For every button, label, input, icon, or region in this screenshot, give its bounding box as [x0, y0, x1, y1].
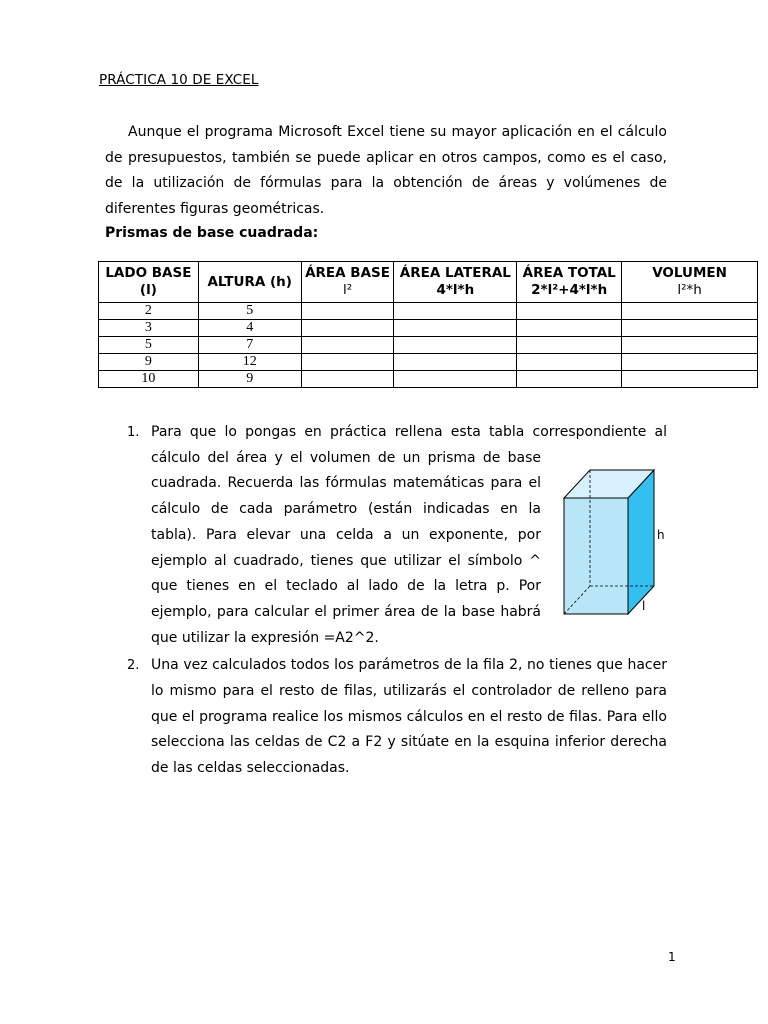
header-formula: 2*l²+4*l*h [531, 282, 608, 298]
prism-table [98, 261, 758, 388]
list-number: 1. [127, 425, 140, 440]
table-row [99, 371, 758, 388]
header-area-lateral [394, 262, 517, 303]
table-cell [394, 320, 517, 337]
table-cell [517, 371, 622, 388]
header-formula: l²*h [677, 282, 702, 298]
intro-line: Aunque el programa Microsoft Excel tiene su mayor aplicación en el cálculo [128, 124, 667, 140]
header-line: LADO BASE [105, 265, 192, 281]
table-cell: 2 [99, 303, 199, 320]
table-row [99, 354, 758, 371]
table-cell [517, 337, 622, 354]
table-cell: 5 [198, 303, 301, 320]
side-label: l [642, 599, 646, 613]
table-cell [394, 371, 517, 388]
header-line: ALTURA (h) [207, 273, 292, 290]
list-line: de las celdas seleccionadas. [151, 760, 350, 777]
table-cell: 12 [198, 354, 301, 371]
prism-figure [556, 464, 676, 624]
list-line: cálculo de cada parámetro (están indicadas en la [151, 501, 541, 518]
table-cell: 10 [99, 371, 199, 388]
table-cell [517, 354, 622, 371]
table-cell [301, 354, 394, 371]
list-line: ejemplo al cuadrado, tienes que utilizar el símbolo ^ [151, 552, 541, 569]
intro-line: de la utilización de fórmulas para la obtención de áreas y volúmenes de [105, 175, 667, 191]
table-cell: 9 [198, 371, 301, 388]
header-altura [198, 262, 301, 303]
header-line: VOLUMEN [652, 265, 727, 281]
table-cell [301, 337, 394, 354]
list-line: cuadrada. Recuerda las fórmulas matemáticas para el [151, 475, 541, 492]
list-line: que tienes en el teclado al lado de la letra p. Por [151, 578, 541, 595]
list-item [127, 653, 667, 782]
header-line: ÁREA BASE [305, 265, 390, 281]
table-cell: 4 [198, 320, 301, 337]
table-cell [622, 371, 758, 388]
intro-paragraph [105, 120, 667, 222]
table-cell [622, 303, 758, 320]
header-lado-base [99, 262, 199, 303]
table-cell [394, 354, 517, 371]
list-line: cálculo del área y el volumen de un prisma de base [151, 449, 541, 466]
header-formula: l² [342, 282, 353, 298]
table-cell [622, 354, 758, 371]
table-cell [301, 371, 394, 388]
header-line: (l) [139, 282, 157, 298]
section-subtitle: Prismas de base cuadrada: [105, 225, 319, 241]
header-volumen [622, 262, 758, 303]
table-cell: 5 [99, 337, 199, 354]
header-area-base [301, 262, 394, 303]
header-formula: 4*l*h [436, 282, 475, 298]
table-cell: 7 [198, 337, 301, 354]
intro-line: diferentes figuras geométricas. [105, 200, 325, 217]
list-line: tabla). Para elevar una celda a un exponente, por [151, 526, 541, 543]
table-cell [301, 303, 394, 320]
list-line: ejemplo, para calcular el primer área de la base habrá [151, 603, 541, 620]
table-header-row [99, 262, 758, 303]
header-area-total [517, 262, 622, 303]
intro-line: de presupuestos, también se puede aplicar en otros campos, como es el caso, [105, 149, 667, 166]
page-number: 1 [668, 950, 676, 964]
prism-front-face [564, 498, 628, 614]
table-cell [517, 303, 622, 320]
list-line: Una vez calculados todos los parámetros de la fila 2, no tienes que hacer [151, 657, 667, 674]
table-cell [301, 320, 394, 337]
table-row [99, 320, 758, 337]
list-line: que utilizar la expresión =A2^2. [151, 629, 379, 646]
table-row [99, 303, 758, 320]
table-cell [622, 337, 758, 354]
list-line: que el programa realice los mismos cálculos en el resto de filas. Para ello [151, 708, 667, 725]
header-line: ÁREA LATERAL [399, 265, 511, 281]
table-cell [394, 337, 517, 354]
list-line: lo mismo para el resto de filas, utilizarás el controlador de relleno para [151, 683, 667, 700]
document-title: PRÁCTICA 10 DE EXCEL [99, 72, 259, 88]
table-cell [517, 320, 622, 337]
table-cell [622, 320, 758, 337]
table-cell: 9 [99, 354, 199, 371]
list-number: 2. [127, 658, 140, 674]
header-line: ÁREA TOTAL [522, 265, 616, 281]
table-cell: 3 [99, 320, 199, 337]
table-cell [394, 303, 517, 320]
height-label: h [657, 528, 665, 542]
list-line: selecciona las celdas de C2 a F2 y sitúate en la esquina inferior derecha [151, 734, 667, 751]
table-row [99, 337, 758, 354]
list-line: Para que lo pongas en práctica rellena esta tabla correspondiente al [151, 424, 667, 440]
